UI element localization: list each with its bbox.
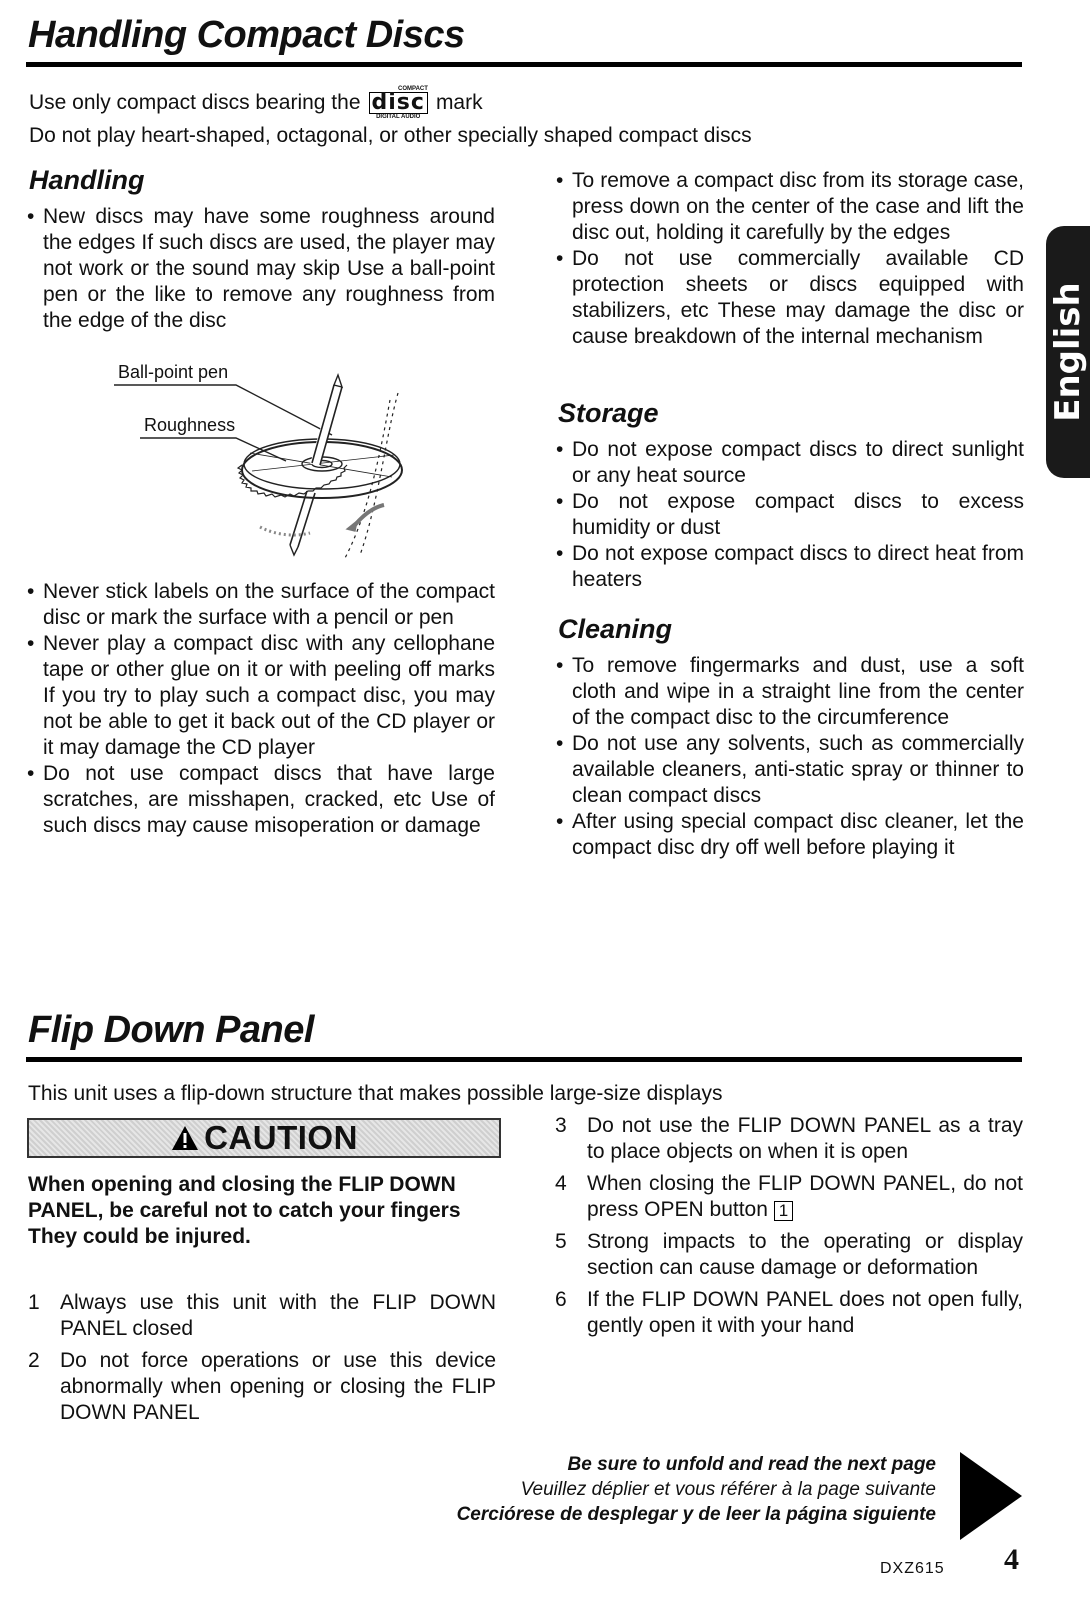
footer-line-es: Cerciórese de desplegar y de leer la página siguiente	[456, 1504, 936, 1525]
caution-text: When opening and closing the FLIP DOWN PANEL, be careful not to catch your fingers They could be injured.	[28, 1173, 461, 1248]
list-item: • Do not expose compact discs to direct sunlight or any heat source	[556, 437, 1024, 489]
flip-list-right	[555, 1113, 1023, 1345]
model-number: DXZ615	[880, 1560, 945, 1577]
list-item: 5 Strong impacts to the operating or display section can cause damage or deformation	[555, 1230, 1023, 1279]
page-number: 4	[1004, 1543, 1019, 1576]
section-title-flip-down-panel: Flip Down Panel	[28, 1009, 314, 1051]
pen-leader-line	[114, 385, 332, 435]
footer-line-en: Be sure to unfold and read the next page	[567, 1454, 936, 1475]
cleaning-list	[556, 653, 1024, 861]
intro-line	[29, 86, 483, 120]
list-item: 3 Do not use the FLIP DOWN PANEL as a tray to place objects on when it is open	[555, 1114, 1023, 1163]
list-item: 2 Do not force operations or use this device abnormally when opening or closing the FLIP DOWN PANEL	[28, 1349, 496, 1424]
list-item: • Do not use any solvents, such as commercially available cleaners, anti-static spray or thinner to clean compact discs	[556, 731, 1024, 809]
flip-list-left	[28, 1290, 496, 1432]
list-item: 6 If the FLIP DOWN PANEL does not open fully, gently open it with your hand	[555, 1288, 1023, 1337]
roughness-leader-line	[140, 438, 286, 461]
storage-list	[556, 437, 1024, 593]
language-tab-label: English	[1048, 282, 1088, 422]
list-item: • Do not expose compact discs to direct heat from heaters	[556, 541, 1024, 593]
disc-illustration	[100, 355, 420, 580]
list-item: • To remove fingermarks and dust, use a soft cloth and wipe in a straight line from the center of the compact disc to the circumference	[556, 653, 1024, 731]
list-item: • Never play a compact disc with any cellophane tape or other glue on it or with peeling off marks If you try to play such a compact disc, you may not be able to get it back out of the CD player or it may damage the CD player	[27, 631, 495, 761]
language-tab	[1046, 226, 1090, 478]
open-button-key: 1	[774, 1201, 793, 1221]
list-item: • Do not expose compact discs to excess humidity or dust	[556, 489, 1024, 541]
subsection-title-storage: Storage	[558, 398, 659, 428]
handling-list-right	[556, 168, 1024, 350]
disc-drawing	[100, 355, 420, 580]
compact-disc-logo: COMPACT disc DIGITAL AUDIO	[369, 86, 428, 120]
list-item: • To remove a compact disc from its storage case, press down on the center of the case and lift the disc out, holding it carefully by the edges	[556, 168, 1024, 246]
footer-line-fr: Veuillez déplier et vous référer à la page suivante	[520, 1479, 936, 1500]
subsection-title-handling: Handling	[29, 165, 145, 195]
list-item: • After using special compact disc cleaner, let the compact disc dry off well before playing it	[556, 809, 1024, 861]
intro-line-2: Do not play heart-shaped, octagonal, or other specially shaped compact discs	[29, 124, 752, 147]
list-item: • Do not use commercially available CD protection sheets or discs equipped with stabilizers, etc These may damage the disc or cause breakdown of the internal mechanism	[556, 246, 1024, 350]
next-page-arrow-icon	[958, 1450, 1024, 1542]
list-item: • New discs may have some roughness around the edges If such discs are used, the player may not work or the sound may skip Use a ball-point pen or the like to remove any roughness from the edge of the disc	[27, 204, 495, 334]
subsection-title-cleaning: Cleaning	[558, 614, 673, 644]
title-rule	[26, 1057, 1022, 1062]
label-roughness: Roughness	[144, 415, 236, 435]
title-rule	[26, 62, 1022, 67]
list-item: • Never stick labels on the surface of the compact disc or mark the surface with a pencil or pen	[27, 579, 495, 631]
caution-banner	[27, 1118, 501, 1158]
footer-note	[457, 1452, 936, 1527]
flip-intro: This unit uses a flip-down structure that makes possible large-size displays	[28, 1082, 723, 1105]
section-title-handling-compact-discs: Handling Compact Discs	[28, 14, 465, 56]
intro-prefix: Use only compact discs bearing the	[29, 91, 361, 114]
list-item: 1 Always use this unit with the FLIP DOWN PANEL closed	[28, 1291, 496, 1340]
warning-icon	[170, 1124, 200, 1152]
intro-suffix: mark	[435, 91, 483, 114]
handling-list-top	[27, 204, 495, 334]
list-item: 4 When closing the FLIP DOWN PANEL, do not press OPEN button 1	[555, 1172, 1023, 1221]
caution-label: CAUTION	[204, 1119, 358, 1156]
list-item: • Do not use compact discs that have large scratches, are misshapen, cracked, etc Use of such discs may cause misoperation or damage	[27, 761, 495, 839]
handling-list-bottom	[27, 579, 495, 839]
label-ball-point-pen: Ball-point pen	[118, 362, 229, 382]
